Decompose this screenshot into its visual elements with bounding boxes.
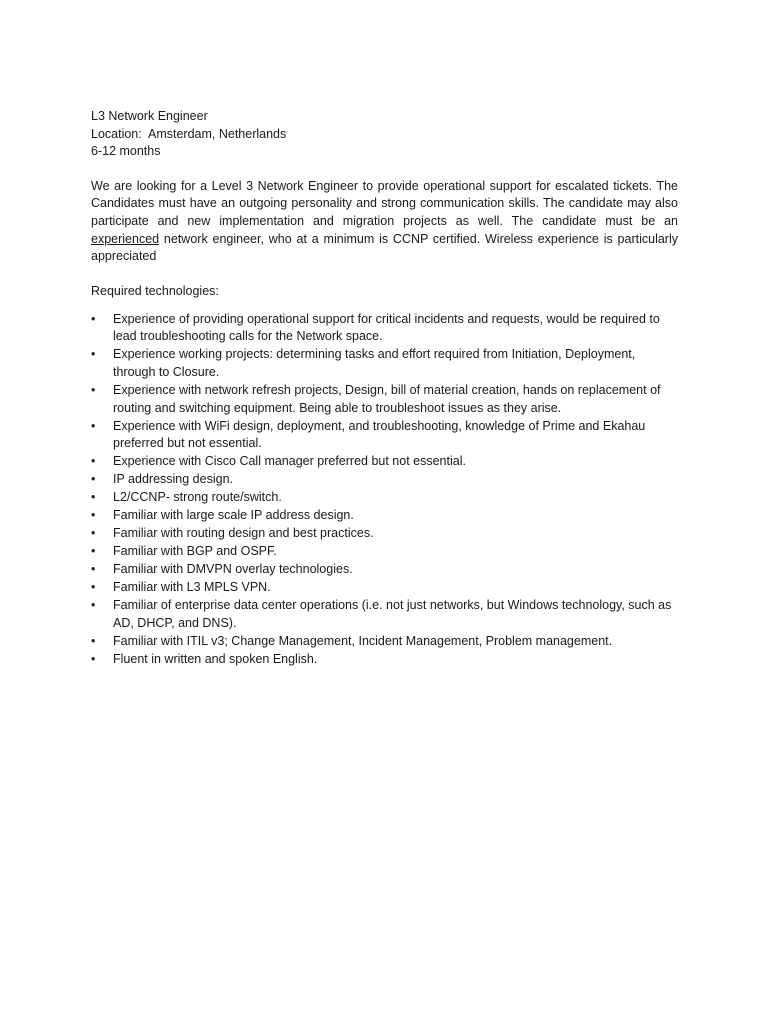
job-duration: 6-12 months [91, 144, 161, 159]
requirement-text: Familiar with ITIL v3; Change Management, Incident Management, Problem management. [113, 633, 613, 648]
requirement-item [91, 579, 678, 597]
bullet-icon: • [91, 347, 96, 362]
requirement-text: Familiar with BGP and OSPF. [113, 544, 277, 559]
requirement-text: Experience with Cisco Call manager preferred but not essential. [113, 454, 466, 469]
requirement-item [91, 346, 678, 381]
requirement-item [91, 453, 678, 471]
bullet-icon: • [91, 633, 96, 648]
requirement-text: Familiar with L3 MPLS VPN. [113, 580, 271, 595]
location-label: Location: [91, 126, 142, 141]
requirement-text: Experience with WiFi design, deployment, and troubleshooting, knowledge of Prime and Ekahau preferred but not essential. [113, 418, 646, 451]
requirement-item [91, 489, 678, 507]
bullet-icon: • [91, 651, 96, 666]
requirement-text: Experience working projects: determining tasks and effort required from Initiation, Deployment, through to Closure. [113, 347, 636, 380]
requirement-item [91, 471, 678, 489]
requirement-text: Familiar of enterprise data center operations (i.e. not just networks, but Windows technology, such as AD, DHCP, and DNS). [113, 598, 672, 630]
intro-text-part2: network engineer, who at a minimum is CCNP certified. Wireless experience is particularly appreciated [91, 231, 678, 264]
job-location [91, 126, 678, 144]
bullet-icon: • [91, 311, 96, 326]
requirement-text: Familiar with large scale IP address design. [113, 508, 354, 523]
bullet-icon: • [91, 562, 96, 577]
bullet-icon: • [91, 418, 96, 433]
location-value: Amsterdam, Netherlands [148, 126, 287, 141]
requirements-heading: Required technologies: [91, 284, 219, 299]
bullet-icon: • [91, 490, 96, 505]
requirement-item [91, 597, 678, 632]
bullet-icon: • [91, 580, 96, 595]
requirements-list [91, 311, 678, 668]
requirement-text: Familiar with routing design and best practices. [113, 526, 374, 541]
bullet-icon: • [91, 526, 96, 541]
requirement-item [91, 382, 678, 417]
requirement-text: Experience with network refresh projects, Design, bill of material creation, hands on replacement of routing and switching equipment. Being able to troubleshoot issues as they arise. [113, 383, 661, 415]
requirement-text: IP addressing design. [113, 472, 233, 487]
requirement-item [91, 525, 678, 543]
bullet-icon: • [91, 598, 96, 613]
requirement-item [91, 543, 678, 561]
requirement-text: Fluent in written and spoken English. [113, 651, 318, 666]
bullet-icon: • [91, 508, 96, 523]
requirement-item [91, 418, 678, 453]
requirement-text: L2/CCNP- strong route/switch. [113, 490, 282, 505]
requirement-item [91, 311, 678, 346]
job-posting-document [91, 108, 678, 669]
job-title: L3 Network Engineer [91, 109, 208, 123]
intro-paragraph [91, 178, 678, 266]
intro-underlined-word: experienced [91, 231, 160, 246]
requirement-item [91, 507, 678, 525]
requirement-item [91, 633, 678, 651]
requirement-text: Experience of providing operational support for critical incidents and requests, would be required to lead troubleshooting calls for the Network space. [113, 311, 660, 344]
intro-text-part1: We are looking for a Level 3 Network Engineer to provide operational support for escalated tickets. The Candidates must have an outgoing personality and strong communication skills. The candidate may also participate and new implementation and migration projects as well. The candidate must be an [91, 178, 678, 228]
requirement-text: Familiar with DMVPN overlay technologies. [113, 562, 353, 577]
bullet-icon: • [91, 383, 96, 397]
bullet-icon: • [91, 544, 96, 559]
requirement-item [91, 561, 678, 579]
bullet-icon: • [91, 472, 96, 487]
bullet-icon: • [91, 454, 96, 469]
requirement-item [91, 651, 678, 669]
